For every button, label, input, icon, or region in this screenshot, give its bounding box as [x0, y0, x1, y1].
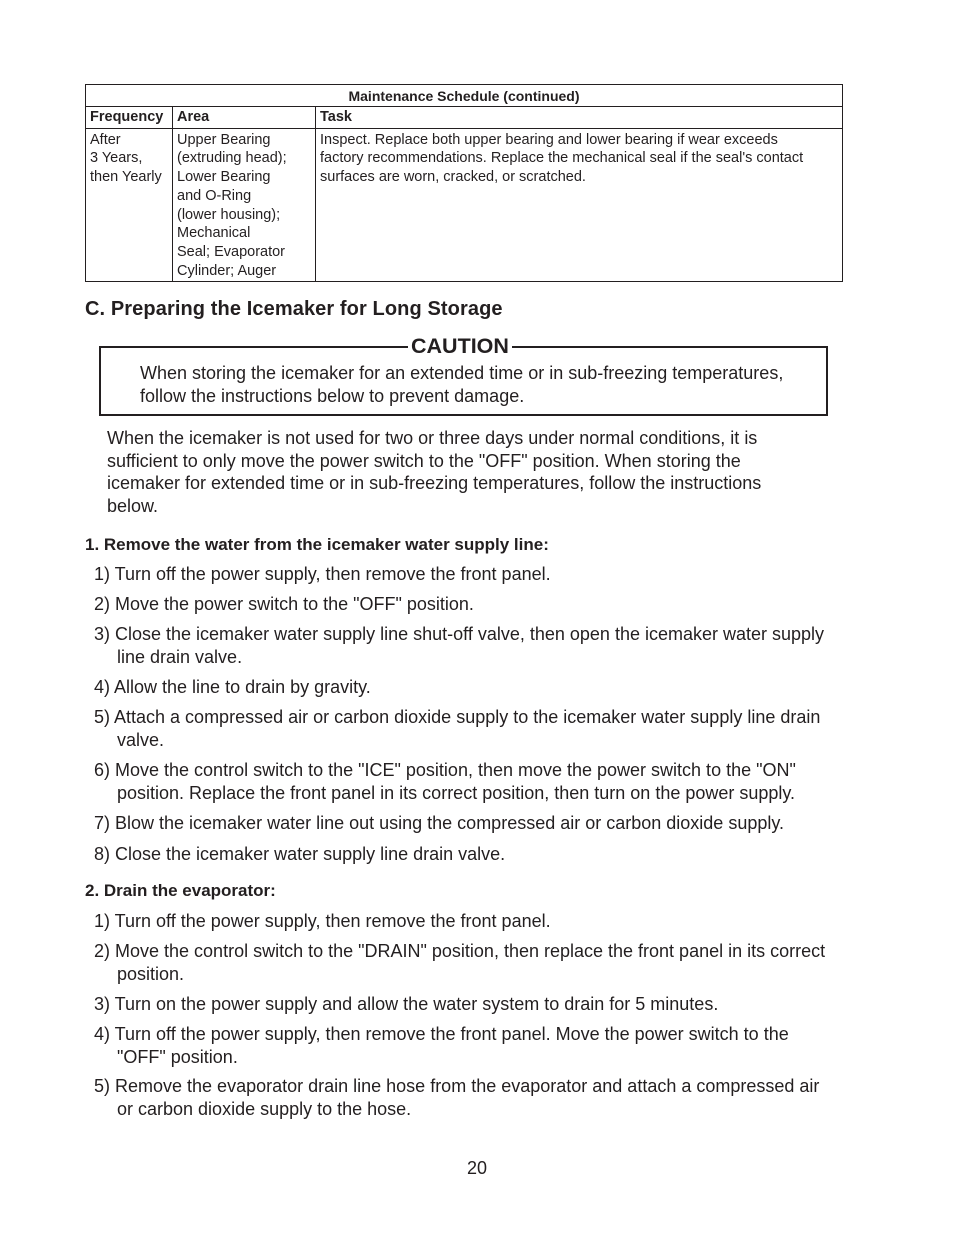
list-item: 5) Attach a compressed air or carbon dioxide supply to the icemaker water supply line drain valve.: [94, 707, 821, 750]
header-area: Area: [173, 107, 316, 129]
cell-area: Upper Bearing (extruding head); Lower Bearing and O-Ring (lower housing); Mechanical Seal; Evaporator Cylinder; Auger: [173, 128, 316, 282]
list-item: 4) Allow the line to drain by gravity.: [94, 677, 371, 697]
header-frequency: Frequency: [86, 107, 173, 129]
table-header-row: [86, 107, 843, 129]
cell-frequency: After 3 Years, then Yearly: [86, 128, 173, 282]
section-1-heading: 1. Remove the water from the icemaker water supply line:: [85, 535, 549, 554]
list-item: 5) Remove the evaporator drain line hose from the evaporator and attach a compressed air or carbon dioxide supply to the hose.: [94, 1076, 820, 1119]
list-item: 3) Close the icemaker water supply line shut-off valve, then open the icemaker water supply line drain valve.: [94, 624, 825, 667]
section-title: C. Preparing the Icemaker for Long Storage: [85, 298, 503, 320]
caution-label: CAUTION: [408, 334, 512, 358]
cell-task: Inspect. Replace both upper bearing and lower bearing if wear exceeds factory recommendations. Replace the mechanical seal if the seal's contact surfaces are worn, cracked, or scratched.: [316, 128, 843, 282]
header-task: Task: [316, 107, 843, 129]
table-row: [86, 128, 843, 282]
list-item: 3) Turn on the power supply and allow the water system to drain for 5 minutes.: [94, 994, 719, 1014]
list-item: 2) Move the control switch to the "DRAIN" position, then replace the front panel in its correct position.: [94, 941, 826, 984]
section-2-heading: 2. Drain the evaporator:: [85, 881, 276, 900]
list-item: 6) Move the control switch to the "ICE" position, then move the power switch to the "ON" position. Replace the front panel in its correct position, then turn on the power supply.: [94, 760, 796, 803]
page-number: 20: [466, 1158, 488, 1178]
caution-text: When storing the icemaker for an extended time or in sub-freezing temperatures, follow the instructions below to prevent damage.: [140, 363, 784, 406]
list-item: 7) Blow the icemaker water line out using the compressed air or carbon dioxide supply.: [94, 813, 785, 833]
maintenance-schedule-table: [85, 84, 843, 282]
list-item: 1) Turn off the power supply, then remove the front panel.: [94, 911, 551, 931]
intro-paragraph: When the icemaker is not used for two or three days under normal conditions, it is sufficient to only move the power switch to the "OFF" position. When storing the icemaker for extended time or in sub-freezing temperatures, follow the instructions below.: [107, 428, 762, 516]
caution-box: [99, 334, 828, 416]
list-item: 1) Turn off the power supply, then remove the front panel.: [94, 564, 551, 584]
table-caption: Maintenance Schedule (continued): [86, 85, 843, 107]
list-item: 4) Turn off the power supply, then remove the front panel. Move the power switch to the "OFF" position.: [94, 1024, 789, 1067]
list-item: 2) Move the power switch to the "OFF" position.: [94, 594, 474, 614]
list-item: 8) Close the icemaker water supply line drain valve.: [94, 844, 506, 864]
